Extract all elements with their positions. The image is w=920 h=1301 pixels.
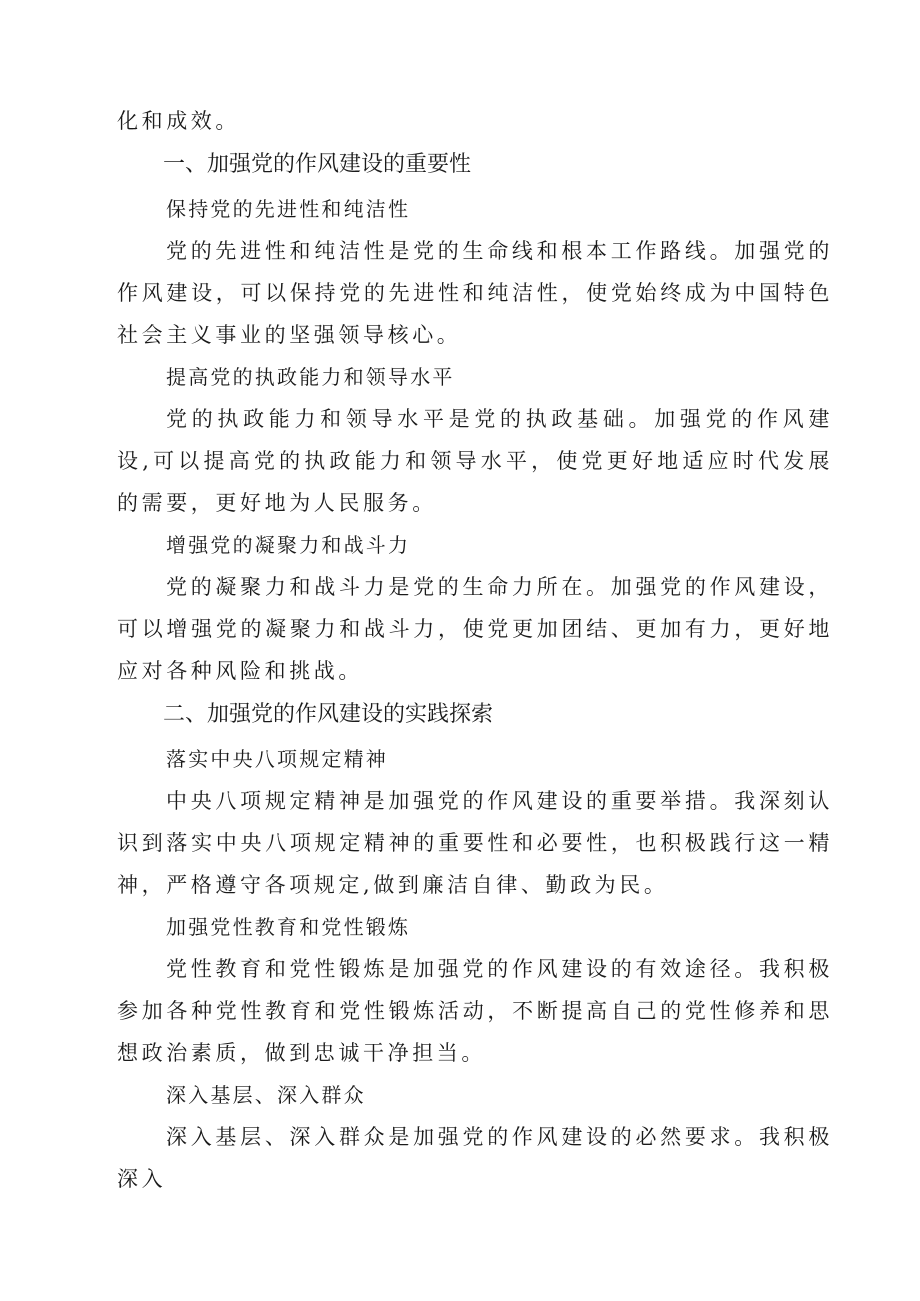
section-heading-2: 二、加强党的作风建设的实践探索 bbox=[163, 702, 494, 727]
paragraph-1-3: 党的凝聚力和战斗力是党的生命力所在。加强党的作风建设，可以增强党的凝聚力和战斗力，使党更加团结、更加有力，更好地应对各种风险和挑战。 bbox=[117, 575, 833, 683]
subheading-1-1: 保持党的先进性和纯洁性 bbox=[166, 197, 411, 221]
continuation-text: 化和成效。 bbox=[117, 109, 240, 133]
paragraph-2-1: 中央八项规定精神是加强党的作风建设的重要举措。我深刻认识到落实中央八项规定精神的重要性和必要性，也积极践行这一精神，严格遵守各项规定,做到廉洁自律、勤政为民。 bbox=[117, 789, 833, 897]
subheading-1-3: 增强党的凝聚力和战斗力 bbox=[166, 533, 411, 557]
paragraph-1-2: 党的执政能力和领导水平是党的执政基础。加强党的作风建设,可以提高党的执政能力和领导水平，使党更好地适应时代发展的需要，更好地为人民服务。 bbox=[117, 407, 833, 515]
document-page bbox=[117, 100, 833, 1200]
paragraph-2-3: 深入基层、深入群众是加强党的作风建设的必然要求。我积极深入 bbox=[117, 1125, 833, 1191]
paragraph-1-1: 党的先进性和纯洁性是党的生命线和根本工作路线。加强党的作风建设，可以保持党的先进性和纯洁性，使党始终成为中国特色社会主义事业的坚强领导核心。 bbox=[117, 239, 833, 347]
subheading-2-3: 深入基层、深入群众 bbox=[166, 1083, 366, 1107]
subheading-1-2: 提高党的执政能力和领导水平 bbox=[166, 365, 455, 389]
section-heading-1: 一、加强党的作风建设的重要性 bbox=[163, 152, 472, 177]
subheading-2-1: 落实中央八项规定精神 bbox=[166, 747, 388, 771]
subheading-2-2: 加强党性教育和党性锻炼 bbox=[166, 915, 411, 939]
paragraph-2-2: 党性教育和党性锻炼是加强党的作风建设的有效途径。我积极参加各种党性教育和党性锻炼活动，不断提高自己的党性修养和思想政治素质，做到忠诚干净担当。 bbox=[117, 957, 833, 1065]
